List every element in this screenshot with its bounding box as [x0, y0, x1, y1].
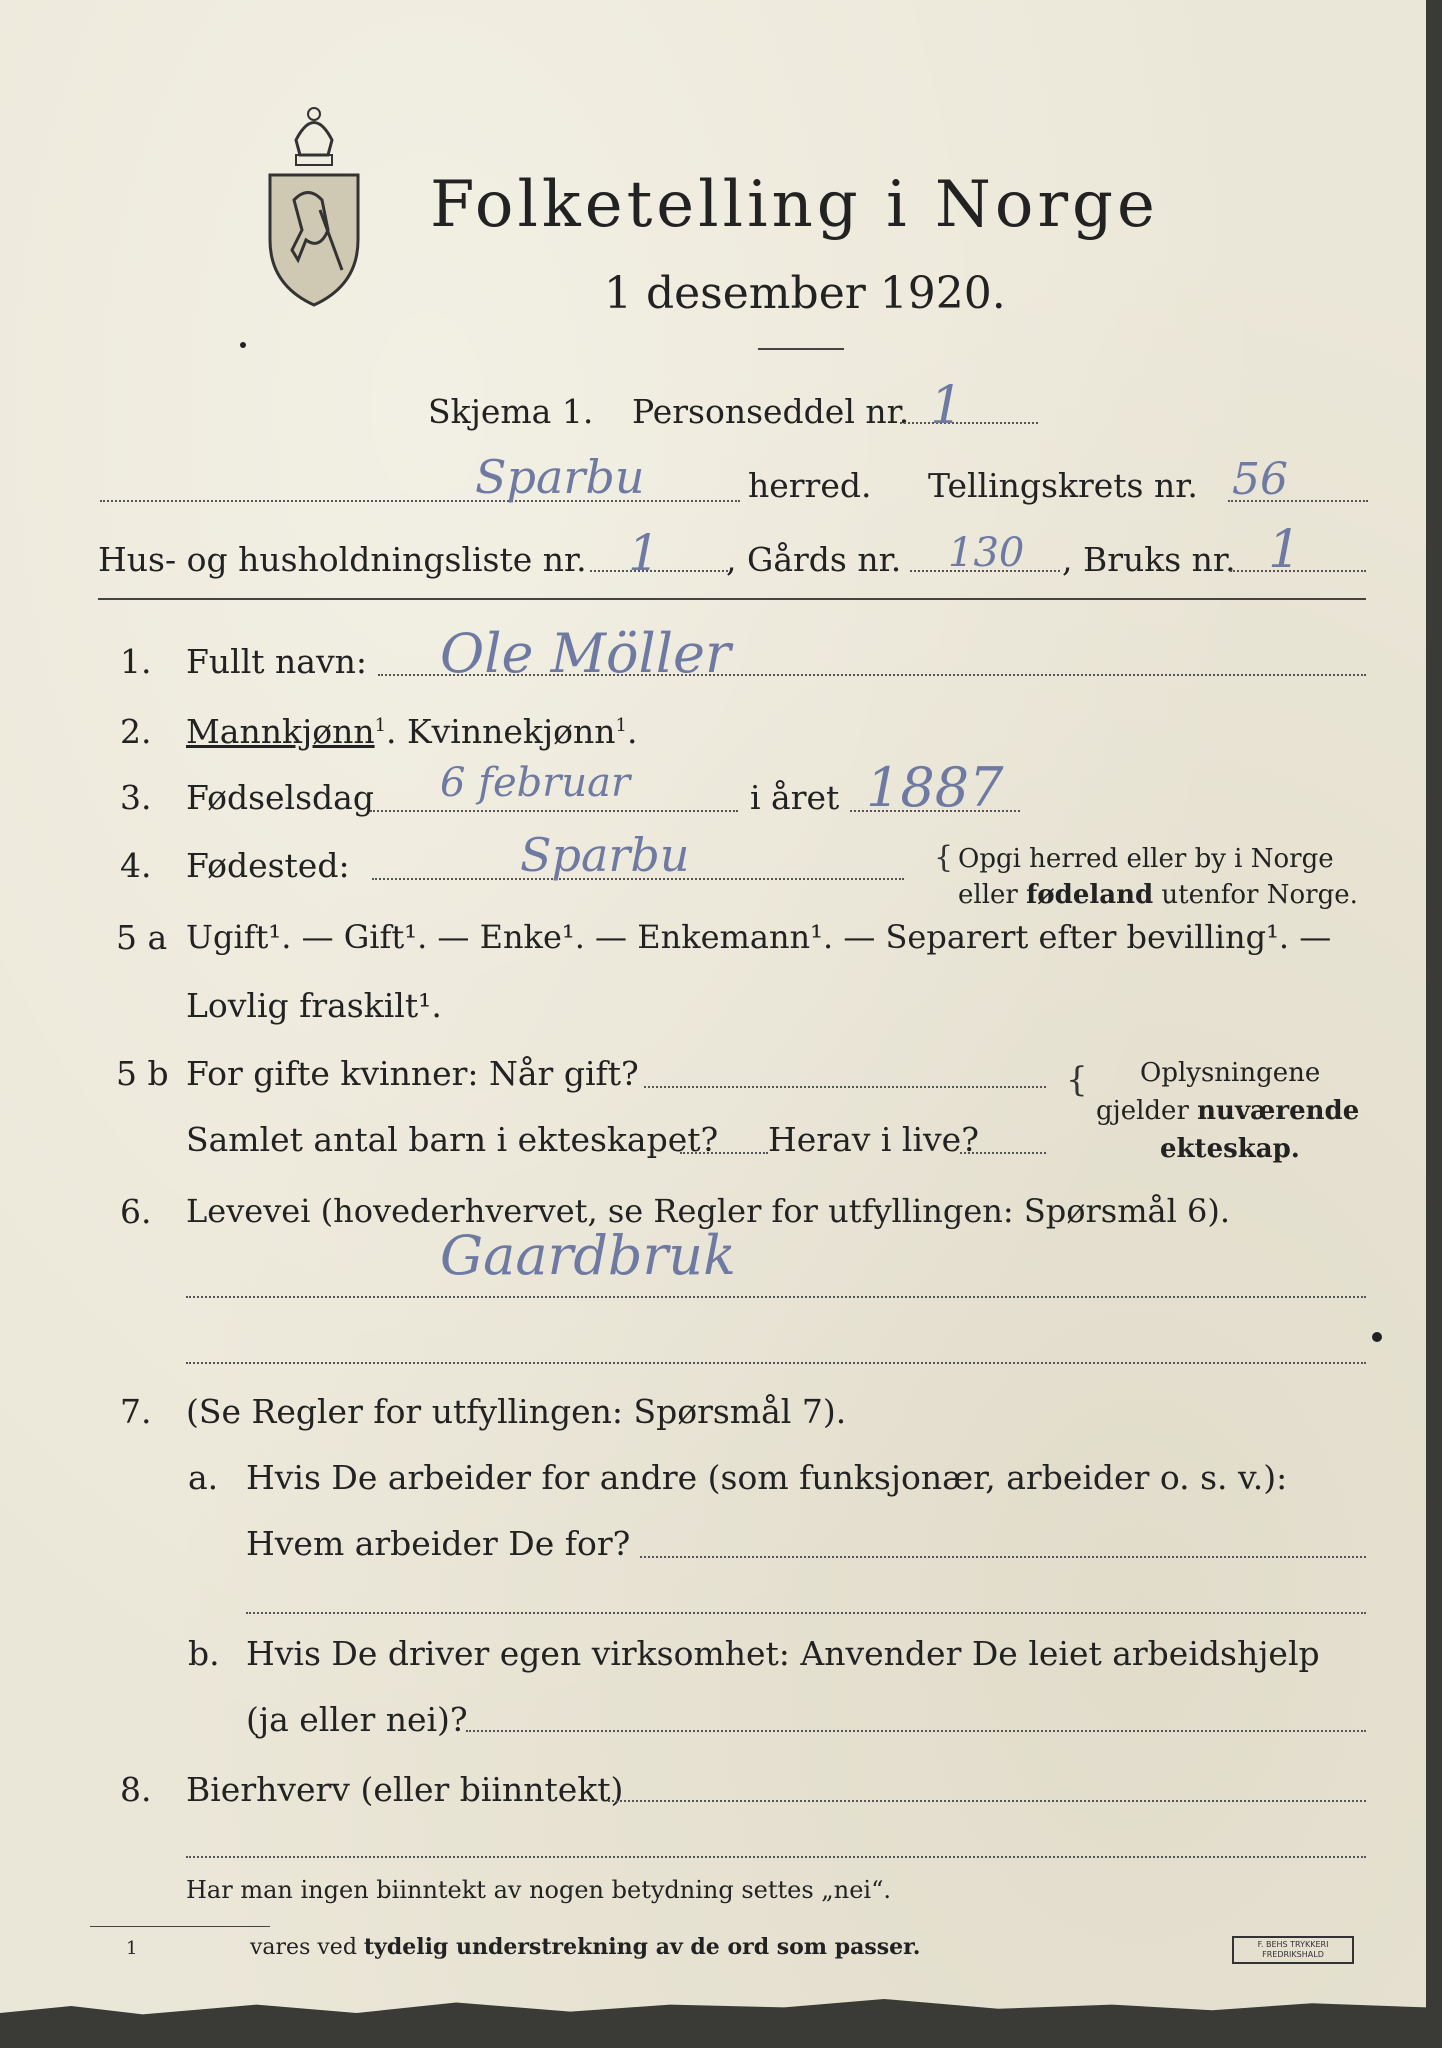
q5b-note2b: nuværende [1197, 1096, 1360, 1126]
footnote-text-c: av de ord som passer. [648, 1934, 921, 1960]
q4-note-line2b: fødeland [1026, 880, 1154, 910]
q6-label: Levevei (hovederhvervet, se Regler for utfyllingen: Spørsmål 6). [186, 1192, 1231, 1230]
q6-number: 6. [120, 1192, 152, 1231]
title-divider [758, 348, 844, 350]
q6-value: Gaardbruk [440, 1224, 736, 1287]
q5b-alive-field-line [960, 1152, 1046, 1154]
personseddel-value: 1 [930, 376, 964, 436]
torn-edge [0, 1964, 1426, 2034]
header-separator [98, 598, 1366, 600]
q2-male-footnote-mark: 1 [374, 715, 387, 736]
q5b-note2 [1096, 1096, 1359, 1126]
q5a-number: 5 a [116, 918, 168, 957]
q3-day-field-line [370, 810, 738, 812]
q4-note-line1: Opgi herred eller by i Norge [958, 844, 1334, 874]
footnote-text-a: vares ved [250, 1935, 364, 1960]
q5b-note1: Oplysningene [1140, 1058, 1321, 1088]
q1-number: 1. [120, 642, 152, 681]
q3-value: 6 februar [440, 760, 631, 806]
q5b-note3: ekteskap. [1160, 1134, 1300, 1164]
footnote-rule [90, 1926, 270, 1927]
q5b-line2b: Herav i live? [768, 1120, 979, 1159]
footnote-number: 1 [126, 1938, 138, 1959]
hus-value: 1 [628, 524, 660, 582]
q2-female-footnote-mark: 1 [615, 715, 627, 736]
q7a-field-line-1 [640, 1556, 1366, 1558]
q2-options: Mannkjønn$^1$. Kvinnekjønn$^1$. [186, 712, 638, 751]
herred-label: herred. [748, 466, 872, 505]
q3-label: Fødselsdag [186, 778, 374, 817]
q8-label: Bierhverv (eller biinntekt) [186, 1770, 624, 1809]
q7a-line1: Hvis De arbeider for andre (som funksjonær, arbeider o. s. v.): [246, 1458, 1288, 1497]
q7a-line2: Hvem arbeider De for? [246, 1524, 631, 1563]
q1-value: Ole Möller [440, 622, 731, 685]
q5b-number: 5 b [116, 1054, 169, 1093]
tellingskrets-label: Tellingskrets nr. [928, 466, 1198, 505]
q8-field-line-1 [608, 1800, 1366, 1802]
q4-note-line2c: utenfor Norge. [1153, 880, 1358, 910]
ink-speck [240, 342, 246, 348]
q1-label: Fullt navn: [186, 642, 367, 681]
q7b-line1: Hvis De driver egen virksomhet: Anvender De leiet arbeidshjelp [246, 1634, 1320, 1673]
coat-of-arms-icon [258, 100, 370, 310]
bruks-label: , Bruks nr. [1062, 540, 1236, 579]
hus-label: Hus- og husholdningsliste nr. [98, 540, 587, 579]
census-date: 1 desember 1920. [604, 268, 1006, 319]
skjema-label: Skjema 1. [428, 392, 594, 431]
q7-number: 7. [120, 1392, 152, 1431]
q7a-field-line-2 [246, 1612, 1366, 1614]
q7b-field-line [466, 1730, 1366, 1732]
q3-number: 3. [120, 778, 152, 817]
q6-field-line-1 [186, 1296, 1366, 1298]
q4-note-line2 [958, 880, 1358, 910]
q2-male: Mannkjønn [186, 712, 375, 751]
ink-dot [1372, 1332, 1382, 1342]
q5b-gift-field-line [644, 1086, 1046, 1088]
q3-year-value: 1887 [866, 756, 1004, 819]
q3-year-label: i året [750, 778, 840, 817]
q6-field-line-2 [186, 1362, 1366, 1364]
q4-number: 4. [120, 846, 152, 885]
q8-field-line-2 [186, 1856, 1366, 1858]
footer-note: Har man ingen biinntekt av nogen betydning settes „nei“. [186, 1876, 891, 1904]
q5a-line2: Lovlig fraskilt¹. [186, 986, 442, 1025]
q7b-letter: b. [188, 1634, 220, 1673]
q8-number: 8. [120, 1770, 152, 1809]
page-title: Folketelling i Norge [430, 168, 1159, 242]
bruks-value: 1 [1268, 520, 1302, 580]
q2-number: 2. [120, 712, 152, 751]
footnote-text-b: tydelig understrekning [363, 1934, 649, 1960]
q5a-line1: Ugift¹. — Gift¹. — Enke¹. — Enkemann¹. — Separert efter bevilling¹. — [186, 918, 1332, 956]
gards-label: , Gårds nr. [726, 540, 902, 579]
footnote-text [250, 1934, 920, 1960]
herred-value: Sparbu [475, 450, 645, 504]
q5b-note-brace: { [1066, 1060, 1088, 1100]
q5b-note2a: gjelder [1096, 1096, 1198, 1126]
hus-field-line [590, 570, 732, 572]
q4-value: Sparbu [520, 828, 690, 882]
printer-stamp: F. BEHS TRYKKERI FREDRIKSHALD [1232, 1936, 1354, 1964]
q5b-children-field-line [680, 1152, 768, 1154]
q4-label: Fødested: [186, 846, 350, 885]
personseddel-label: Personseddel nr. [632, 392, 910, 431]
gards-value: 130 [948, 530, 1025, 576]
q5b-line1: For gifte kvinner: Når gift? [186, 1054, 639, 1093]
personseddel-field-line [900, 422, 1038, 424]
q7a-letter: a. [188, 1458, 219, 1497]
q4-note-line2a: eller [958, 880, 1027, 910]
q5b-line2a: Samlet antal barn i ekteskapet? [186, 1120, 719, 1159]
q2-female: Kvinnekjønn [407, 712, 616, 751]
q7-label: (Se Regler for utfyllingen: Spørsmål 7). [186, 1392, 847, 1431]
tellingskrets-value: 56 [1232, 454, 1288, 505]
q4-note-brace: { [934, 840, 954, 875]
q7b-line2: (ja eller nei)? [246, 1700, 468, 1739]
